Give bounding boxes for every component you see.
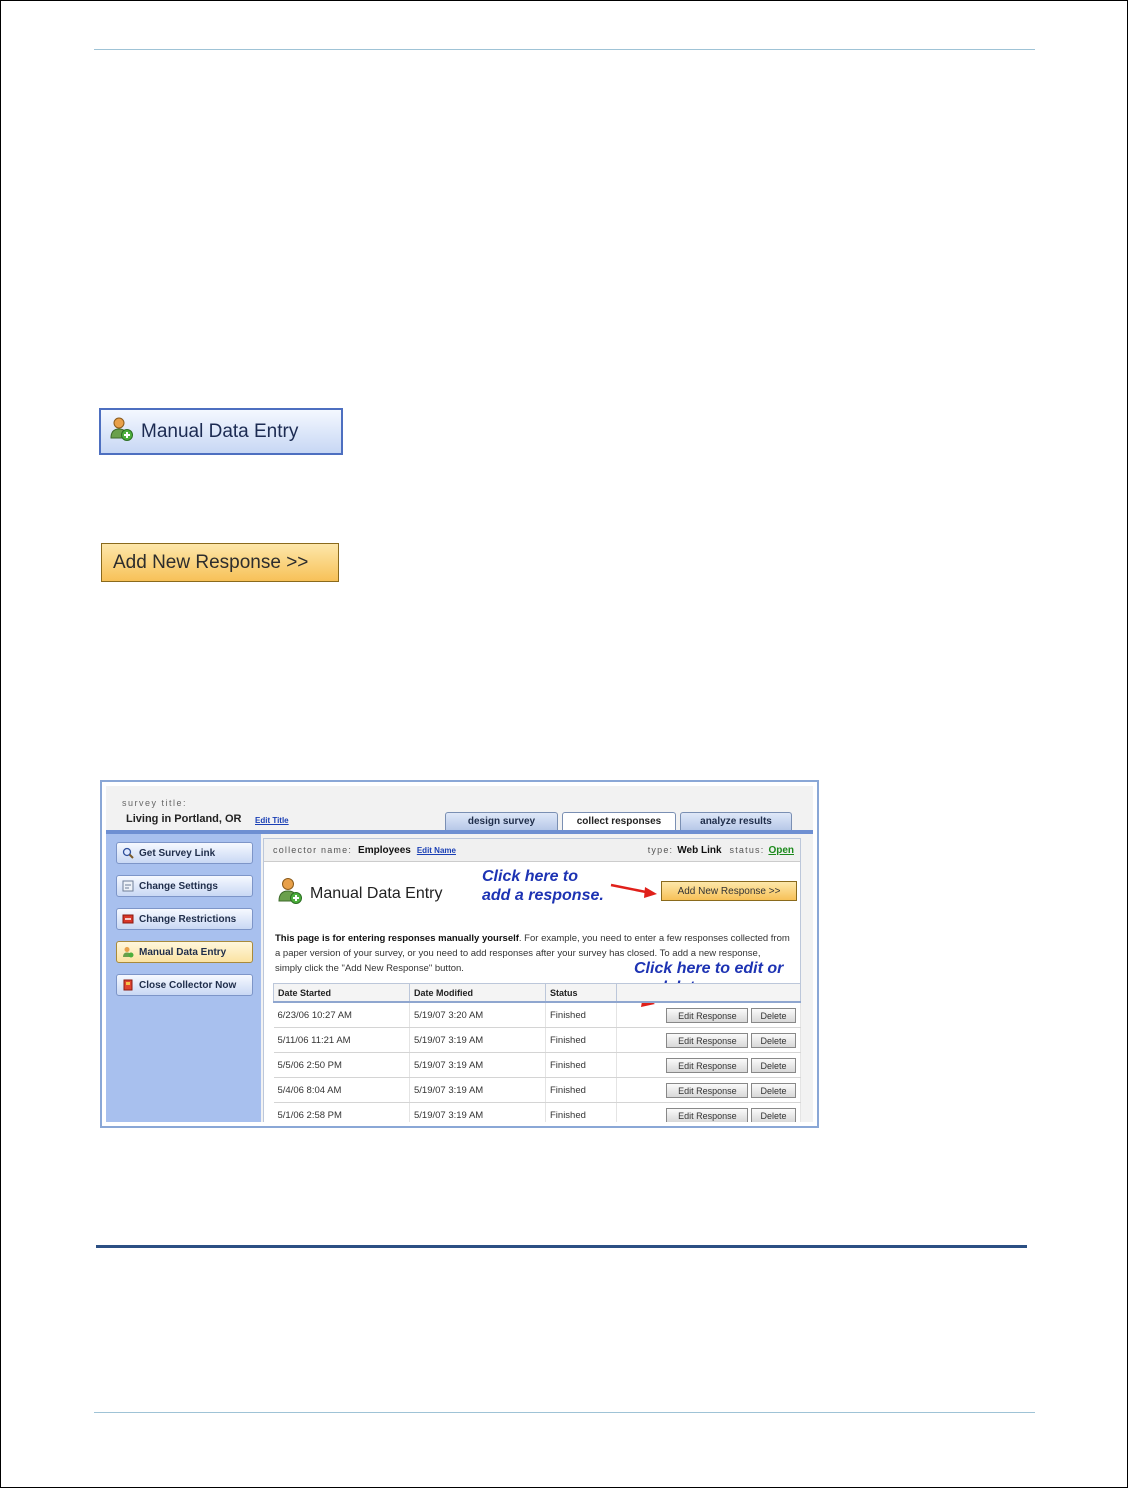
sidebar-item-close-collector-now[interactable] [116, 974, 253, 996]
collector-bar [264, 839, 800, 862]
cell-status: Finished [546, 1078, 617, 1103]
type-label: type: [647, 845, 674, 855]
status-label: status: [729, 845, 765, 855]
survey-title-caption: survey title: [122, 798, 188, 808]
tab-design-survey[interactable]: design survey [445, 812, 558, 830]
edit-response-button[interactable]: Edit Response [666, 1008, 748, 1023]
survey-app-window [106, 786, 813, 1122]
restrictions-icon [122, 913, 134, 925]
cell-actions [617, 1103, 801, 1123]
cell-actions [617, 1028, 801, 1053]
edit-response-button[interactable]: Edit Response [666, 1033, 748, 1048]
description-text: . For example, you need to enter a few responses collected from a paper version of your survey, or you need to add responses after your survey has closed. To add a new response, simply click the "Add New Response" button. [275, 933, 790, 974]
callout-add-response [482, 867, 604, 905]
user-add-icon [122, 946, 134, 958]
add-new-response-label: Add New Response >> [113, 551, 309, 573]
table-row [274, 1002, 801, 1028]
section-divider [96, 1245, 1027, 1248]
settings-icon [122, 880, 134, 892]
footer-rule [94, 1412, 1035, 1413]
main-content [263, 838, 801, 1122]
edit-name-link[interactable]: Edit Name [416, 845, 456, 855]
callout-line: Click here to [482, 868, 579, 885]
main-tabs [445, 812, 792, 830]
collector-sidebar [106, 834, 261, 1122]
column-header-date-modified: Date Modified [410, 984, 546, 1003]
cell-date-started: 5/1/06 2:58 PM [274, 1103, 410, 1123]
sidebar-item-change-settings[interactable] [116, 875, 253, 897]
table-row [274, 1103, 801, 1123]
cell-status: Finished [546, 1028, 617, 1053]
survey-header [106, 786, 813, 830]
delete-button[interactable]: Delete [751, 1033, 796, 1048]
cell-date-started: 5/11/06 11:21 AM [274, 1028, 410, 1053]
delete-button[interactable]: Delete [751, 1108, 796, 1123]
survey-app-screenshot [100, 780, 819, 1128]
table-header-row [274, 984, 801, 1003]
collector-name: Employees [358, 844, 411, 856]
cell-date-started: 6/23/06 10:27 AM [274, 1002, 410, 1028]
description-bold: This page is for entering responses manually yourself [275, 933, 519, 944]
sidebar-item-label: Change Restrictions [139, 913, 237, 925]
cell-date-modified: 5/19/07 3:19 AM [410, 1078, 546, 1103]
collector-meta [648, 845, 794, 856]
add-new-response-button[interactable] [101, 543, 339, 582]
header-rule [94, 49, 1035, 50]
delete-button[interactable]: Delete [751, 1058, 796, 1073]
sidebar-item-label: Close Collector Now [139, 979, 237, 991]
cell-status: Finished [546, 1053, 617, 1078]
cell-actions [617, 1053, 801, 1078]
edit-response-button[interactable]: Edit Response [666, 1083, 748, 1098]
column-header-date-started: Date Started [274, 984, 410, 1003]
cell-status: Finished [546, 1002, 617, 1028]
edit-title-link[interactable]: Edit Title [255, 816, 289, 825]
cell-date-started: 5/5/06 2:50 PM [274, 1053, 410, 1078]
collector-name-label: collector name: [273, 845, 353, 855]
collector-status-link[interactable]: Open [768, 845, 794, 856]
page-title: Manual Data Entry [310, 884, 443, 902]
sidebar-item-label: Get Survey Link [139, 847, 216, 859]
sidebar-item-change-restrictions[interactable] [116, 908, 253, 930]
sidebar-item-label: Manual Data Entry [139, 946, 227, 958]
manual-data-entry-button[interactable] [99, 408, 343, 455]
user-add-icon [109, 416, 133, 447]
manual-data-entry-label: Manual Data Entry [141, 420, 299, 442]
cell-date-modified: 5/19/07 3:19 AM [410, 1103, 546, 1123]
sidebar-item-get-survey-link[interactable] [116, 842, 253, 864]
column-header-actions [617, 984, 801, 1003]
cell-actions [617, 1002, 801, 1028]
cell-date-modified: 5/19/07 3:19 AM [410, 1028, 546, 1053]
edit-response-button[interactable]: Edit Response [666, 1108, 748, 1123]
sidebar-item-manual-data-entry[interactable] [116, 941, 253, 963]
column-header-status: Status [546, 984, 617, 1003]
edit-response-button[interactable]: Edit Response [666, 1058, 748, 1073]
cell-status: Finished [546, 1103, 617, 1123]
callout-line: add a response. [482, 887, 604, 904]
user-add-icon [278, 877, 302, 910]
magnifier-icon [122, 847, 134, 859]
survey-title: Living in Portland, OR [126, 813, 242, 825]
delete-button[interactable]: Delete [751, 1083, 796, 1098]
delete-button[interactable]: Delete [751, 1008, 796, 1023]
responses-table [273, 983, 801, 1122]
table-row [274, 1078, 801, 1103]
page-heading [278, 877, 443, 910]
arrow-icon [609, 881, 661, 899]
tab-collect-responses[interactable]: collect responses [562, 812, 676, 830]
cell-date-started: 5/4/06 8:04 AM [274, 1078, 410, 1103]
tab-analyze-results[interactable]: analyze results [680, 812, 792, 830]
table-row [274, 1053, 801, 1078]
collector-type: Web Link [677, 845, 722, 856]
table-row [274, 1028, 801, 1053]
callout-line: Click here to edit or [634, 960, 784, 977]
close-collector-icon [122, 979, 134, 991]
cell-date-modified: 5/19/07 3:19 AM [410, 1053, 546, 1078]
sidebar-item-label: Change Settings [139, 880, 218, 892]
add-new-response-button[interactable]: Add New Response >> [661, 881, 797, 901]
cell-date-modified: 5/19/07 3:20 AM [410, 1002, 546, 1028]
cell-actions [617, 1078, 801, 1103]
